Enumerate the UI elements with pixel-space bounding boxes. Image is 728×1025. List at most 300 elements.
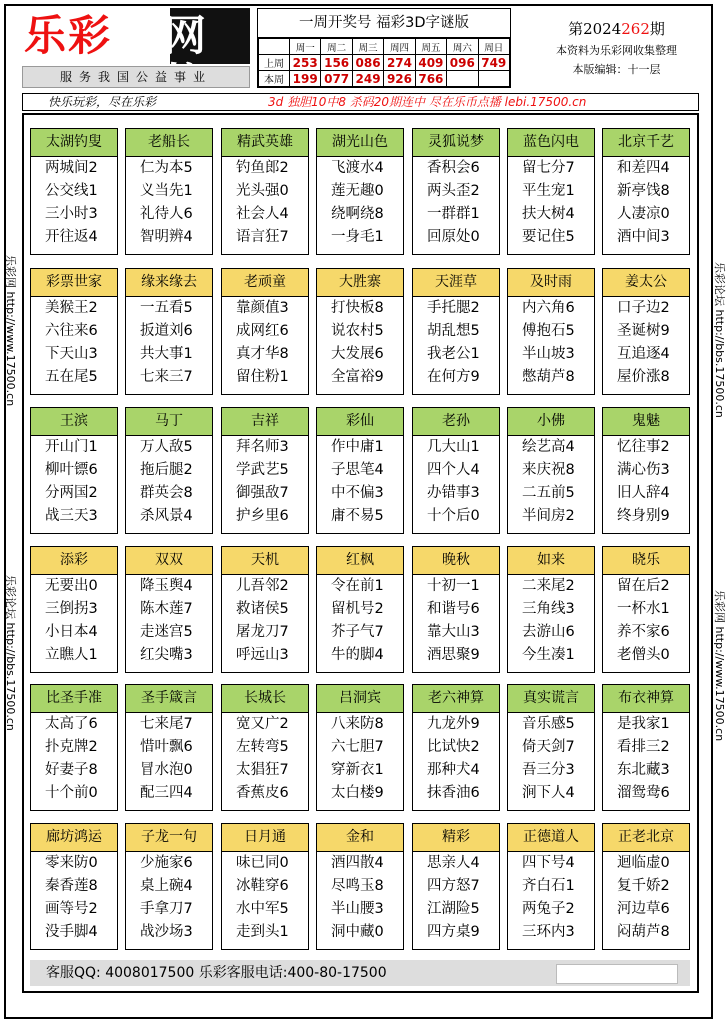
riddle-line: 一五看5	[140, 300, 193, 316]
riddle-line: 学武艺5	[236, 462, 289, 478]
riddle-line: 说农村5	[331, 323, 384, 339]
riddle-line: 两兔子2	[522, 901, 575, 917]
riddle-card-title: 天机	[222, 547, 308, 575]
riddle-card	[30, 407, 118, 534]
riddle-line: 闷葫芦8	[617, 924, 670, 940]
riddle-line: 两城间2	[45, 160, 98, 176]
riddle-line: 令在前1	[331, 578, 384, 594]
weekly-header-cell: 周一	[290, 39, 321, 55]
riddle-line: 公交线1	[45, 183, 98, 199]
ribbon-promo[interactable]: 3d 独胆10中8 杀码20期连中 尽在乐币点播 lebi.17500.cn	[268, 95, 587, 109]
riddle-line: 宽又广2	[236, 716, 289, 732]
riddle-line: 光头强0	[236, 183, 289, 199]
weekly-header-cell: 周四	[384, 39, 415, 55]
riddle-card	[125, 823, 213, 950]
riddle-line: 十个后0	[427, 508, 480, 524]
riddle-line: 六七胆7	[331, 739, 384, 755]
riddle-line: 儿吾邻2	[236, 578, 289, 594]
riddle-card-title: 晓乐	[603, 547, 689, 575]
riddle-card-title: 精武英雄	[222, 129, 308, 157]
riddle-card	[412, 128, 500, 255]
riddle-line: 今生凑1	[522, 647, 575, 663]
riddle-line: 回原处0	[427, 229, 480, 245]
riddle-line: 开往返4	[45, 229, 98, 245]
riddle-line: 二来尾2	[522, 578, 575, 594]
riddle-line: 一杯水1	[617, 601, 670, 617]
riddle-line: 礼待人6	[140, 206, 193, 222]
riddle-line: 是我家1	[617, 716, 670, 732]
riddle-card	[412, 268, 500, 395]
row-label: 本周	[259, 71, 290, 87]
riddle-line: 陈木莲7	[140, 601, 193, 617]
riddle-line: 去游山6	[522, 624, 575, 640]
riddle-card	[602, 684, 690, 811]
riddle-line: 拜名师3	[236, 439, 289, 455]
riddle-line: 江湖险5	[427, 901, 480, 917]
riddle-line: 屠龙刀7	[236, 624, 289, 640]
riddle-line: 仁为本5	[140, 160, 193, 176]
riddle-card	[507, 407, 595, 534]
riddle-card	[125, 546, 213, 673]
riddle-card	[30, 268, 118, 395]
source-note: 本资料为乐彩网收集整理	[556, 44, 677, 57]
riddle-line: 义当先1	[140, 183, 193, 199]
riddle-line: 水中军5	[236, 901, 289, 917]
riddle-line: 忆往事2	[617, 439, 670, 455]
draw-number: 199	[290, 71, 321, 87]
riddle-card-title: 彩票世家	[31, 269, 117, 297]
riddle-card-title: 晚秋	[413, 547, 499, 575]
weekly-draw-panel	[257, 8, 511, 88]
riddle-line: 复千娇2	[617, 878, 670, 894]
logo-brand-text-2: 网	[164, 11, 209, 60]
draw-number: 249	[352, 71, 383, 87]
riddle-line: 五在尾5	[45, 369, 98, 385]
riddle-line: 酒思聚9	[427, 647, 480, 663]
riddle-line: 群英会8	[140, 485, 193, 501]
riddle-line: 味已同0	[236, 855, 289, 871]
weekly-draw-title: 一周开奖号 福彩3D字谜版	[258, 9, 510, 38]
riddle-line: 半间房2	[522, 508, 575, 524]
riddle-line: 音乐感5	[522, 716, 575, 732]
riddle-line: 手拿刀7	[140, 901, 193, 917]
riddle-line: 三环内3	[522, 924, 575, 940]
riddle-line: 和谐号6	[427, 601, 480, 617]
riddle-card	[507, 128, 595, 255]
draw-number	[478, 71, 509, 87]
riddle-card-title: 布衣神算	[603, 685, 689, 713]
riddle-card-title: 吕洞宾	[317, 685, 403, 713]
riddle-line: 四方桌9	[427, 924, 480, 940]
riddle-line: 溜鸳鸯6	[617, 785, 670, 801]
riddle-line: 桌上碗4	[140, 878, 193, 894]
issue-number-value: 262	[621, 20, 650, 38]
riddle-line: 思亲人4	[427, 855, 480, 871]
riddle-card	[221, 684, 309, 811]
weekly-draw-table	[258, 38, 510, 87]
riddle-line: 太高了6	[45, 716, 98, 732]
riddle-card	[30, 823, 118, 950]
riddle-card	[221, 546, 309, 673]
riddle-line: 涧下人4	[522, 785, 575, 801]
riddle-line: 四个人4	[427, 462, 480, 478]
riddle-line: 留七分7	[522, 160, 575, 176]
riddle-card	[602, 128, 690, 255]
riddle-line: 东北藏3	[617, 762, 670, 778]
issue-suffix: 期	[649, 20, 665, 38]
riddle-card-title: 日月通	[222, 824, 308, 852]
riddle-card-title: 廊坊鸿运	[31, 824, 117, 852]
riddle-card	[602, 823, 690, 950]
riddle-line: 无要出0	[45, 578, 98, 594]
riddle-line: 好妻子8	[45, 762, 98, 778]
riddle-line: 办错事3	[427, 485, 480, 501]
riddle-line: 在何方9	[427, 369, 480, 385]
riddle-line: 屋价涨8	[617, 369, 670, 385]
riddle-line: 看排三2	[617, 739, 670, 755]
riddle-line: 子思笔4	[331, 462, 384, 478]
riddle-line: 绕啊绕8	[331, 206, 384, 222]
riddle-line: 几大山1	[427, 439, 480, 455]
riddle-line: 靠大山3	[427, 624, 480, 640]
riddle-line: 共大事1	[140, 346, 193, 362]
riddle-card	[221, 407, 309, 534]
riddle-line: 少施家6	[140, 855, 193, 871]
riddle-line: 互追逐4	[617, 346, 670, 362]
riddle-line: 旧人辞4	[617, 485, 670, 501]
riddle-line: 太白楼9	[331, 785, 384, 801]
riddle-line: 作中庸1	[331, 439, 384, 455]
riddle-line: 大发展6	[331, 346, 384, 362]
riddle-card	[316, 546, 404, 673]
weekly-header-row	[259, 39, 510, 55]
riddle-card	[316, 823, 404, 950]
riddle-line: 吾三分3	[522, 762, 575, 778]
riddle-card	[221, 268, 309, 395]
riddle-card	[602, 546, 690, 673]
riddle-line: 零来防0	[45, 855, 98, 871]
riddle-line: 立瞧人1	[45, 647, 98, 663]
riddle-card	[221, 823, 309, 950]
riddle-card-title: 及时雨	[508, 269, 594, 297]
weekly-header-cell: 周日	[478, 39, 509, 55]
riddle-line: 半山坡3	[522, 346, 575, 362]
riddle-line: 我老公1	[427, 346, 480, 362]
riddle-line: 红尖嘴3	[140, 647, 193, 663]
riddle-line: 留机号2	[331, 601, 384, 617]
riddle-card	[316, 407, 404, 534]
riddle-line: 真才华8	[236, 346, 289, 362]
riddle-card-title: 蓝色闪电	[508, 129, 594, 157]
draw-number: 766	[415, 71, 446, 87]
riddle-line: 画等号2	[45, 901, 98, 917]
riddle-line: 养不家6	[617, 624, 670, 640]
riddle-line: 要记住5	[522, 229, 575, 245]
promo-ribbon	[22, 93, 699, 111]
riddle-card	[507, 268, 595, 395]
riddle-card	[507, 684, 595, 811]
weekly-header-cell: 周五	[415, 39, 446, 55]
riddle-line: 穿新衣1	[331, 762, 384, 778]
riddle-card-title: 正老北京	[603, 824, 689, 852]
riddle-line: 圣诞树9	[617, 323, 670, 339]
riddle-card	[412, 407, 500, 534]
riddle-card-title: 湖光山色	[317, 129, 403, 157]
riddle-line: 飞渡水4	[331, 160, 384, 176]
riddle-line: 太猖狂7	[236, 762, 289, 778]
logo-brand-text: 乐彩	[24, 11, 113, 60]
riddle-line: 呼远山3	[236, 647, 289, 663]
riddle-card-title: 北京千艺	[603, 129, 689, 157]
riddle-card	[125, 684, 213, 811]
riddle-line: 四下号4	[522, 855, 575, 871]
riddle-line: 齐白石1	[522, 878, 575, 894]
riddle-line: 中不偏3	[331, 485, 384, 501]
riddle-line: 四方怒7	[427, 878, 480, 894]
weekly-header-cell: 周六	[447, 39, 478, 55]
riddle-line: 倚天剑7	[522, 739, 575, 755]
riddle-card-title: 红枫	[317, 547, 403, 575]
riddle-line: 芥子气7	[331, 624, 384, 640]
riddle-line: 秦香莲8	[45, 878, 98, 894]
riddle-line: 拖后腿2	[140, 462, 193, 478]
riddle-card-title: 如来	[508, 547, 594, 575]
riddle-line: 比试快2	[427, 739, 480, 755]
riddle-card	[602, 407, 690, 534]
riddle-line: 九龙外9	[427, 716, 480, 732]
riddle-line: 胡乱想5	[427, 323, 480, 339]
riddle-line: 没手脚4	[45, 924, 98, 940]
riddle-line: 庸不易5	[331, 508, 384, 524]
riddle-card-title: 吉祥	[222, 408, 308, 436]
riddle-card	[507, 546, 595, 673]
side-link-right-top[interactable]: 乐彩论坛 http://bbs.17500.cn	[713, 262, 726, 418]
riddle-line: 抹香油6	[427, 785, 480, 801]
riddle-card-title: 长城长	[222, 685, 308, 713]
riddle-card-title: 真实谎言	[508, 685, 594, 713]
draw-number	[447, 71, 478, 87]
riddle-card-title: 精彩	[413, 824, 499, 852]
customer-service-info: 客服QQ: 4008017500 乐彩客服电话:400-80-17500	[46, 965, 387, 981]
riddle-line: 社会人4	[236, 206, 289, 222]
riddle-line: 十个前0	[45, 785, 98, 801]
riddle-line: 冰鞋穿6	[236, 878, 289, 894]
riddle-line: 万人敌5	[140, 439, 193, 455]
riddle-card	[125, 128, 213, 255]
riddle-card	[412, 546, 500, 673]
riddle-line: 老僧头0	[617, 647, 670, 663]
riddle-card-title: 灵狐说梦	[413, 129, 499, 157]
riddle-line: 留住粉1	[236, 369, 289, 385]
draw-number: 409	[415, 55, 446, 71]
weekly-this-week-row	[259, 71, 510, 87]
ribbon-slogan: 快乐玩彩，尽在乐彩	[48, 95, 157, 109]
slogan: 服务我国公益事业	[22, 66, 250, 88]
riddle-line: 牛的脚4	[331, 647, 384, 663]
riddle-line: 语言狂7	[236, 229, 289, 245]
riddle-line: 智明辨4	[140, 229, 193, 245]
riddle-card-title: 添彩	[31, 547, 117, 575]
side-link-left-top[interactable]: 乐彩网 http://www.17500.cn	[4, 255, 17, 407]
riddle-card-title: 缘来缘去	[126, 269, 212, 297]
logo	[22, 8, 250, 64]
riddle-line: 人凄凉0	[617, 206, 670, 222]
riddle-line: 洞中藏0	[331, 924, 384, 940]
side-link-left-bottom[interactable]: 乐彩论坛 http://bbs.17500.cn	[4, 575, 17, 731]
draw-number: 156	[321, 55, 352, 71]
riddle-line: 迴临虚0	[617, 855, 670, 871]
issue-number	[520, 18, 713, 39]
riddle-line: 走到头1	[236, 924, 289, 940]
riddle-line: 河边草6	[617, 901, 670, 917]
riddle-card	[30, 684, 118, 811]
riddle-card-title: 老顽童	[222, 269, 308, 297]
riddle-card-title: 姜太公	[603, 269, 689, 297]
riddle-card-title: 老六神算	[413, 685, 499, 713]
riddle-line: 七来尾7	[140, 716, 193, 732]
riddle-line: 憋葫芦8	[522, 369, 575, 385]
draw-number: 253	[290, 55, 321, 71]
riddle-line: 护乡里6	[236, 508, 289, 524]
riddle-line: 扑克牌2	[45, 739, 98, 755]
draw-number: 749	[478, 55, 509, 71]
riddle-card	[507, 823, 595, 950]
riddle-line: 御强敌7	[236, 485, 289, 501]
riddle-line: 开山门1	[45, 439, 98, 455]
weekly-header-cell	[259, 39, 290, 55]
editor-note: 本版编辑：十一层	[572, 63, 661, 76]
riddle-line: 三倒拐3	[45, 601, 98, 617]
footer	[30, 960, 690, 986]
riddle-card-title: 金和	[317, 824, 403, 852]
riddle-line: 傅抱石5	[522, 323, 575, 339]
riddle-line: 莲无趣0	[331, 183, 384, 199]
riddle-line: 扶大树4	[522, 206, 575, 222]
draw-number: 086	[352, 55, 383, 71]
riddle-line: 三角线3	[522, 601, 575, 617]
riddle-line: 柳叶镖6	[45, 462, 98, 478]
riddle-card	[412, 684, 500, 811]
riddle-line: 一身毛1	[331, 229, 384, 245]
riddle-line: 十初一1	[427, 578, 480, 594]
riddle-line: 冒水泡0	[140, 762, 193, 778]
riddle-card-title: 正德道人	[508, 824, 594, 852]
draw-number: 274	[384, 55, 415, 71]
riddle-line: 三小时3	[45, 206, 98, 222]
riddle-line: 香积会6	[427, 160, 480, 176]
riddle-card	[30, 128, 118, 255]
riddle-line: 二五前5	[522, 485, 575, 501]
issue-info	[520, 8, 713, 88]
riddle-card	[316, 268, 404, 395]
riddle-card-title: 老船长	[126, 129, 212, 157]
riddle-line: 绘艺高4	[522, 439, 575, 455]
draw-number: 926	[384, 71, 415, 87]
riddle-card-title: 鬼魅	[603, 408, 689, 436]
riddle-line: 战沙场3	[140, 924, 193, 940]
issue-prefix: 第2024	[568, 20, 622, 38]
riddle-line: 左转弯5	[236, 739, 289, 755]
riddle-line: 美猴王2	[45, 300, 98, 316]
riddle-card-title: 子龙一句	[126, 824, 212, 852]
riddle-line: 满心伤3	[617, 462, 670, 478]
riddle-line: 那种犬4	[427, 762, 480, 778]
weekly-last-week-row	[259, 55, 510, 71]
riddle-line: 一群群1	[427, 206, 480, 222]
weekly-header-cell: 周三	[352, 39, 383, 55]
riddle-line: 全富裕9	[331, 369, 384, 385]
riddle-line: 打快板8	[331, 300, 384, 316]
riddle-line: 新亭饯8	[617, 183, 670, 199]
riddle-line: 杀风景4	[140, 508, 193, 524]
riddle-card-title: 老孙	[413, 408, 499, 436]
riddle-line: 分两国2	[45, 485, 98, 501]
riddle-line: 口子边2	[617, 300, 670, 316]
riddle-card-title: 彩仙	[317, 408, 403, 436]
riddle-line: 酒四散4	[331, 855, 384, 871]
riddle-card-title: 双双	[126, 547, 212, 575]
row-label: 上周	[259, 55, 290, 71]
riddle-card	[316, 128, 404, 255]
riddle-line: 战三天3	[45, 508, 98, 524]
riddle-card	[125, 407, 213, 534]
riddle-card-title: 天涯草	[413, 269, 499, 297]
riddle-line: 半山腰3	[331, 901, 384, 917]
riddle-line: 终身别9	[617, 508, 670, 524]
riddle-card-title: 大胜寨	[317, 269, 403, 297]
draw-number: 077	[321, 71, 352, 87]
riddle-line: 成网红6	[236, 323, 289, 339]
footer-blank-box	[556, 964, 678, 984]
side-link-right-bottom[interactable]: 乐彩网 http://www.17500.cn	[713, 590, 726, 742]
riddle-line: 靠颜值3	[236, 300, 289, 316]
riddle-line: 小日本4	[45, 624, 98, 640]
riddle-line: 七来三7	[140, 369, 193, 385]
riddle-line: 香蕉皮6	[236, 785, 289, 801]
riddle-line: 内六角6	[522, 300, 575, 316]
riddle-line: 八来防8	[331, 716, 384, 732]
riddle-card	[316, 684, 404, 811]
riddle-line: 留在后2	[617, 578, 670, 594]
riddle-line: 六往来6	[45, 323, 98, 339]
riddle-line: 惜叶飘6	[140, 739, 193, 755]
riddle-line: 降玉舆4	[140, 578, 193, 594]
riddle-line: 两头歪2	[427, 183, 480, 199]
riddle-line: 下天山3	[45, 346, 98, 362]
riddle-line: 配三四4	[140, 785, 193, 801]
riddle-line: 尽鸣玉8	[331, 878, 384, 894]
riddle-line: 和差四4	[617, 160, 670, 176]
riddle-line: 救诸侯5	[236, 601, 289, 617]
riddle-card-title: 王滨	[31, 408, 117, 436]
riddle-line: 走迷宫5	[140, 624, 193, 640]
riddle-card-title: 太湖钓叟	[31, 129, 117, 157]
riddle-line: 来庆祝8	[522, 462, 575, 478]
riddle-line: 扳道刘6	[140, 323, 193, 339]
riddle-grid	[22, 113, 699, 993]
riddle-line: 平生宠1	[522, 183, 575, 199]
riddle-line: 手托腮2	[427, 300, 480, 316]
riddle-card	[602, 268, 690, 395]
draw-number: 096	[447, 55, 478, 71]
riddle-card	[30, 546, 118, 673]
riddle-card-title: 比圣手准	[31, 685, 117, 713]
riddle-card-title: 圣手箴言	[126, 685, 212, 713]
riddle-line: 酒中间3	[617, 229, 670, 245]
riddle-line: 钓鱼郎2	[236, 160, 289, 176]
weekly-header-cell: 周二	[321, 39, 352, 55]
riddle-card-title: 小佛	[508, 408, 594, 436]
